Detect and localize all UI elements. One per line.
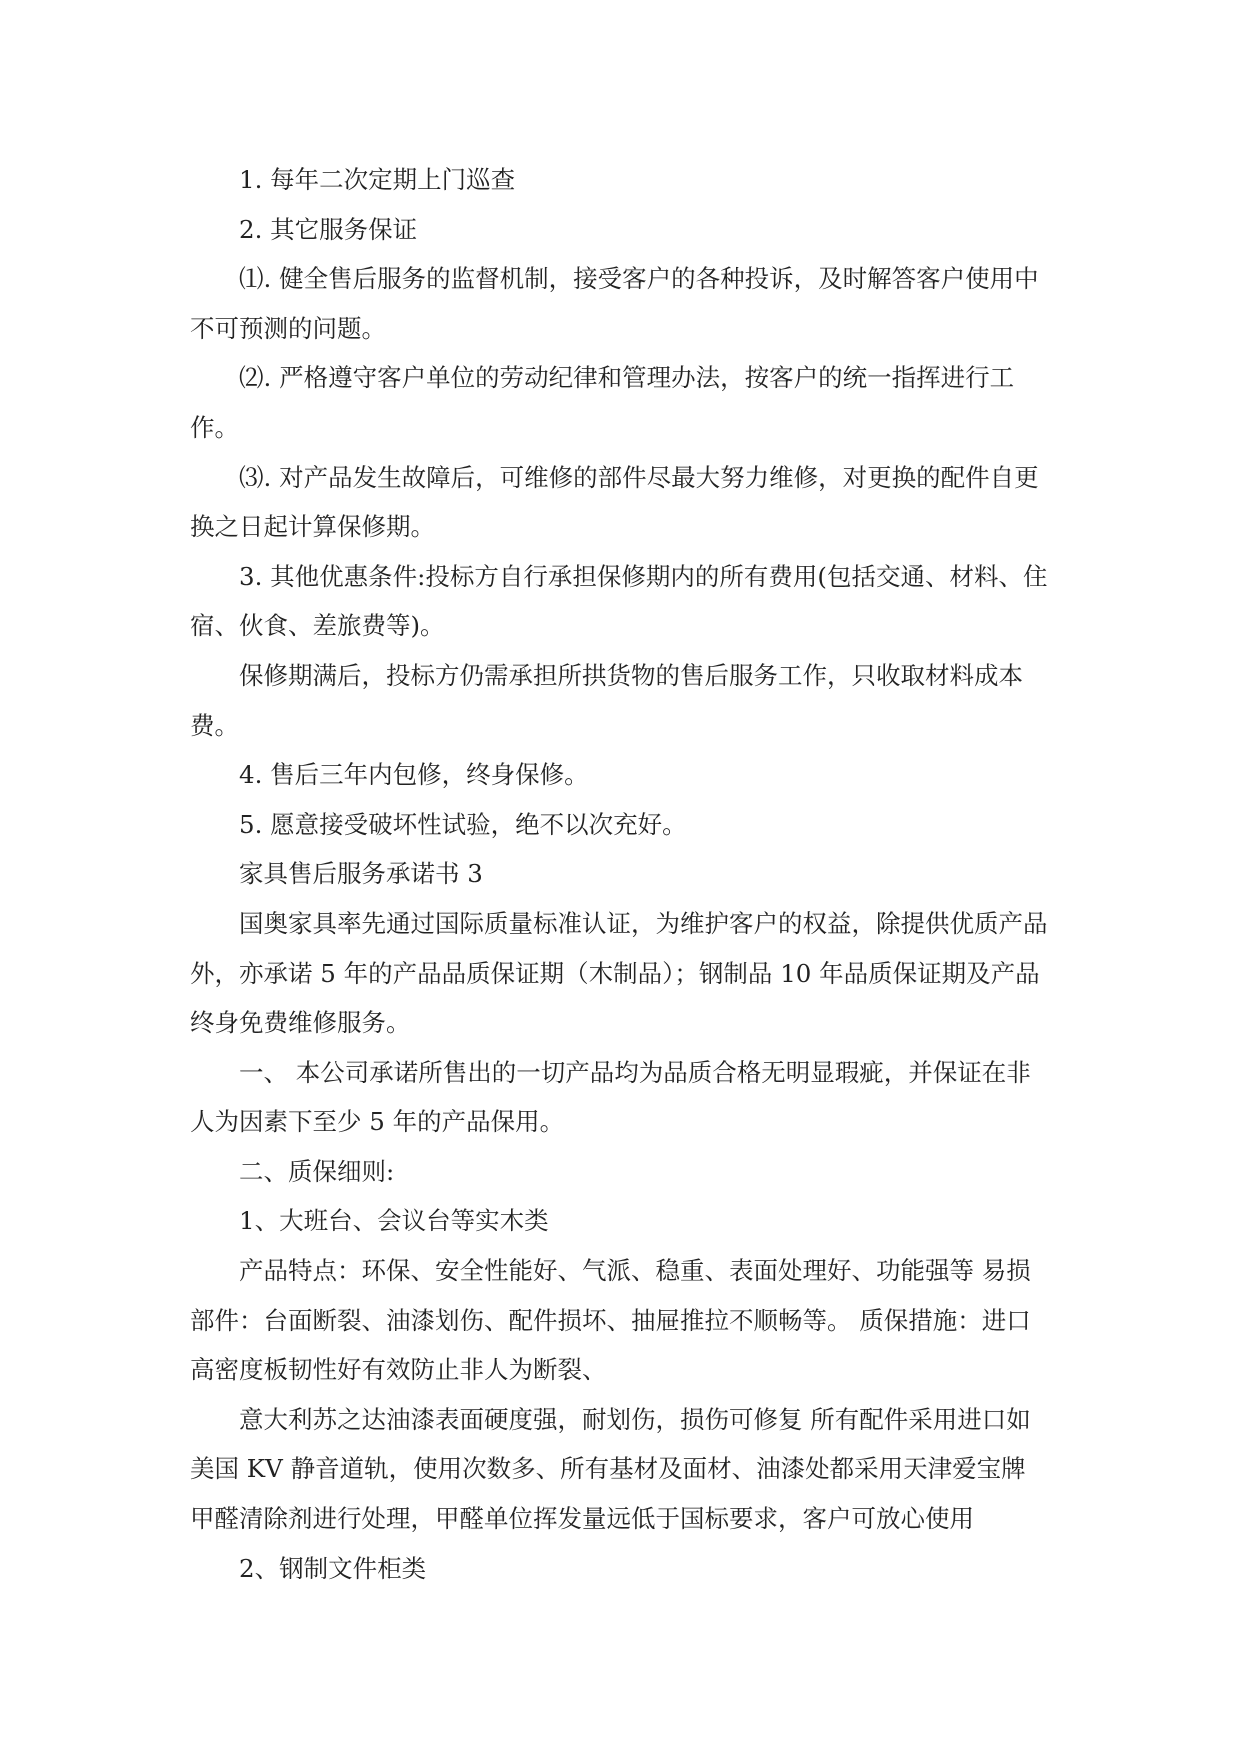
paragraph-warranty-rules: 二、质保细则: — [239, 1156, 395, 1186]
paragraph-paint: 意大利苏之达油漆表面硬度强，耐划伤，损伤可修复 所有配件采用进口如美国 KV 静音道轨，使用次数多、所有基材及面材、油漆处都采用天津爱宝牌甲醛清除剂进行处理，甲醛单位挥发量远低于国标要求，客户可放心使用 — [190, 1404, 1031, 1534]
paragraph-commitment: 一、 本公司承诺所售出的一切产品均为品质合格无明显瑕疵，并保证在非人为因素下至少 5 年的产品保用。 — [190, 1057, 1031, 1137]
paragraph-destructive-test: 5. 愿意接受破坏性试验，绝不以次充好。 — [239, 809, 687, 839]
paragraph-discipline: ⑵. 严格遵守客户单位的劳动纪律和管理办法，按客户的统一指挥进行工作。 — [190, 363, 1015, 442]
section-heading: 家具售后服务承诺书 3 — [239, 859, 483, 889]
document-body — [190, 155, 1050, 1593]
paragraph-preferential: 3. 其他优惠条件:投标方自行承担保修期内的所有费用(包括交通、材料、住宿、伙食、差旅费等)。 — [190, 561, 1048, 641]
paragraph-solid-wood: 1、大班台、会议台等实木类 — [239, 1206, 549, 1236]
paragraph-supervision: ⑴. 健全售后服务的监督机制，接受客户的各种投诉，及时解答客户使用中不可预测的问题。 — [190, 264, 1039, 343]
paragraph-product-features: 产品特点：环保、安全性能好、气派、稳重、表面处理好、功能强等 易损部件：台面断裂、油漆划伤、配件损坏、抽屉推拉不顺畅等。 质保措施：进口高密度板韧性好有效防止非人为断裂、 — [190, 1256, 1031, 1385]
paragraph-intro: 国奥家具率先通过国际质量标准认证，为维护客户的权益，除提供优质产品外，亦承诺 5 年的产品品质保证期（木制品）；钢制品 10 年品质保证期及产品终身免费维修服务。 — [190, 908, 1048, 1038]
paragraph-other-guarantee: 2. 其它服务保证 — [239, 214, 418, 244]
paragraph-after-warranty: 保修期满后，投标方仍需承担所拱货物的售后服务工作，只收取材料成本费。 — [190, 660, 1023, 740]
paragraph-repair: ⑶. 对产品发生故障后，可维修的部件尽最大努力维修，对更换的配件自更换之日起计算保修期。 — [190, 462, 1039, 542]
paragraph-inspection: 1. 每年二次定期上门巡查 — [239, 165, 516, 194]
paragraph-three-year: 4. 售后三年内包修，终身保修。 — [239, 760, 589, 790]
paragraph-steel-cabinets: 2、钢制文件柜类 — [239, 1553, 427, 1583]
